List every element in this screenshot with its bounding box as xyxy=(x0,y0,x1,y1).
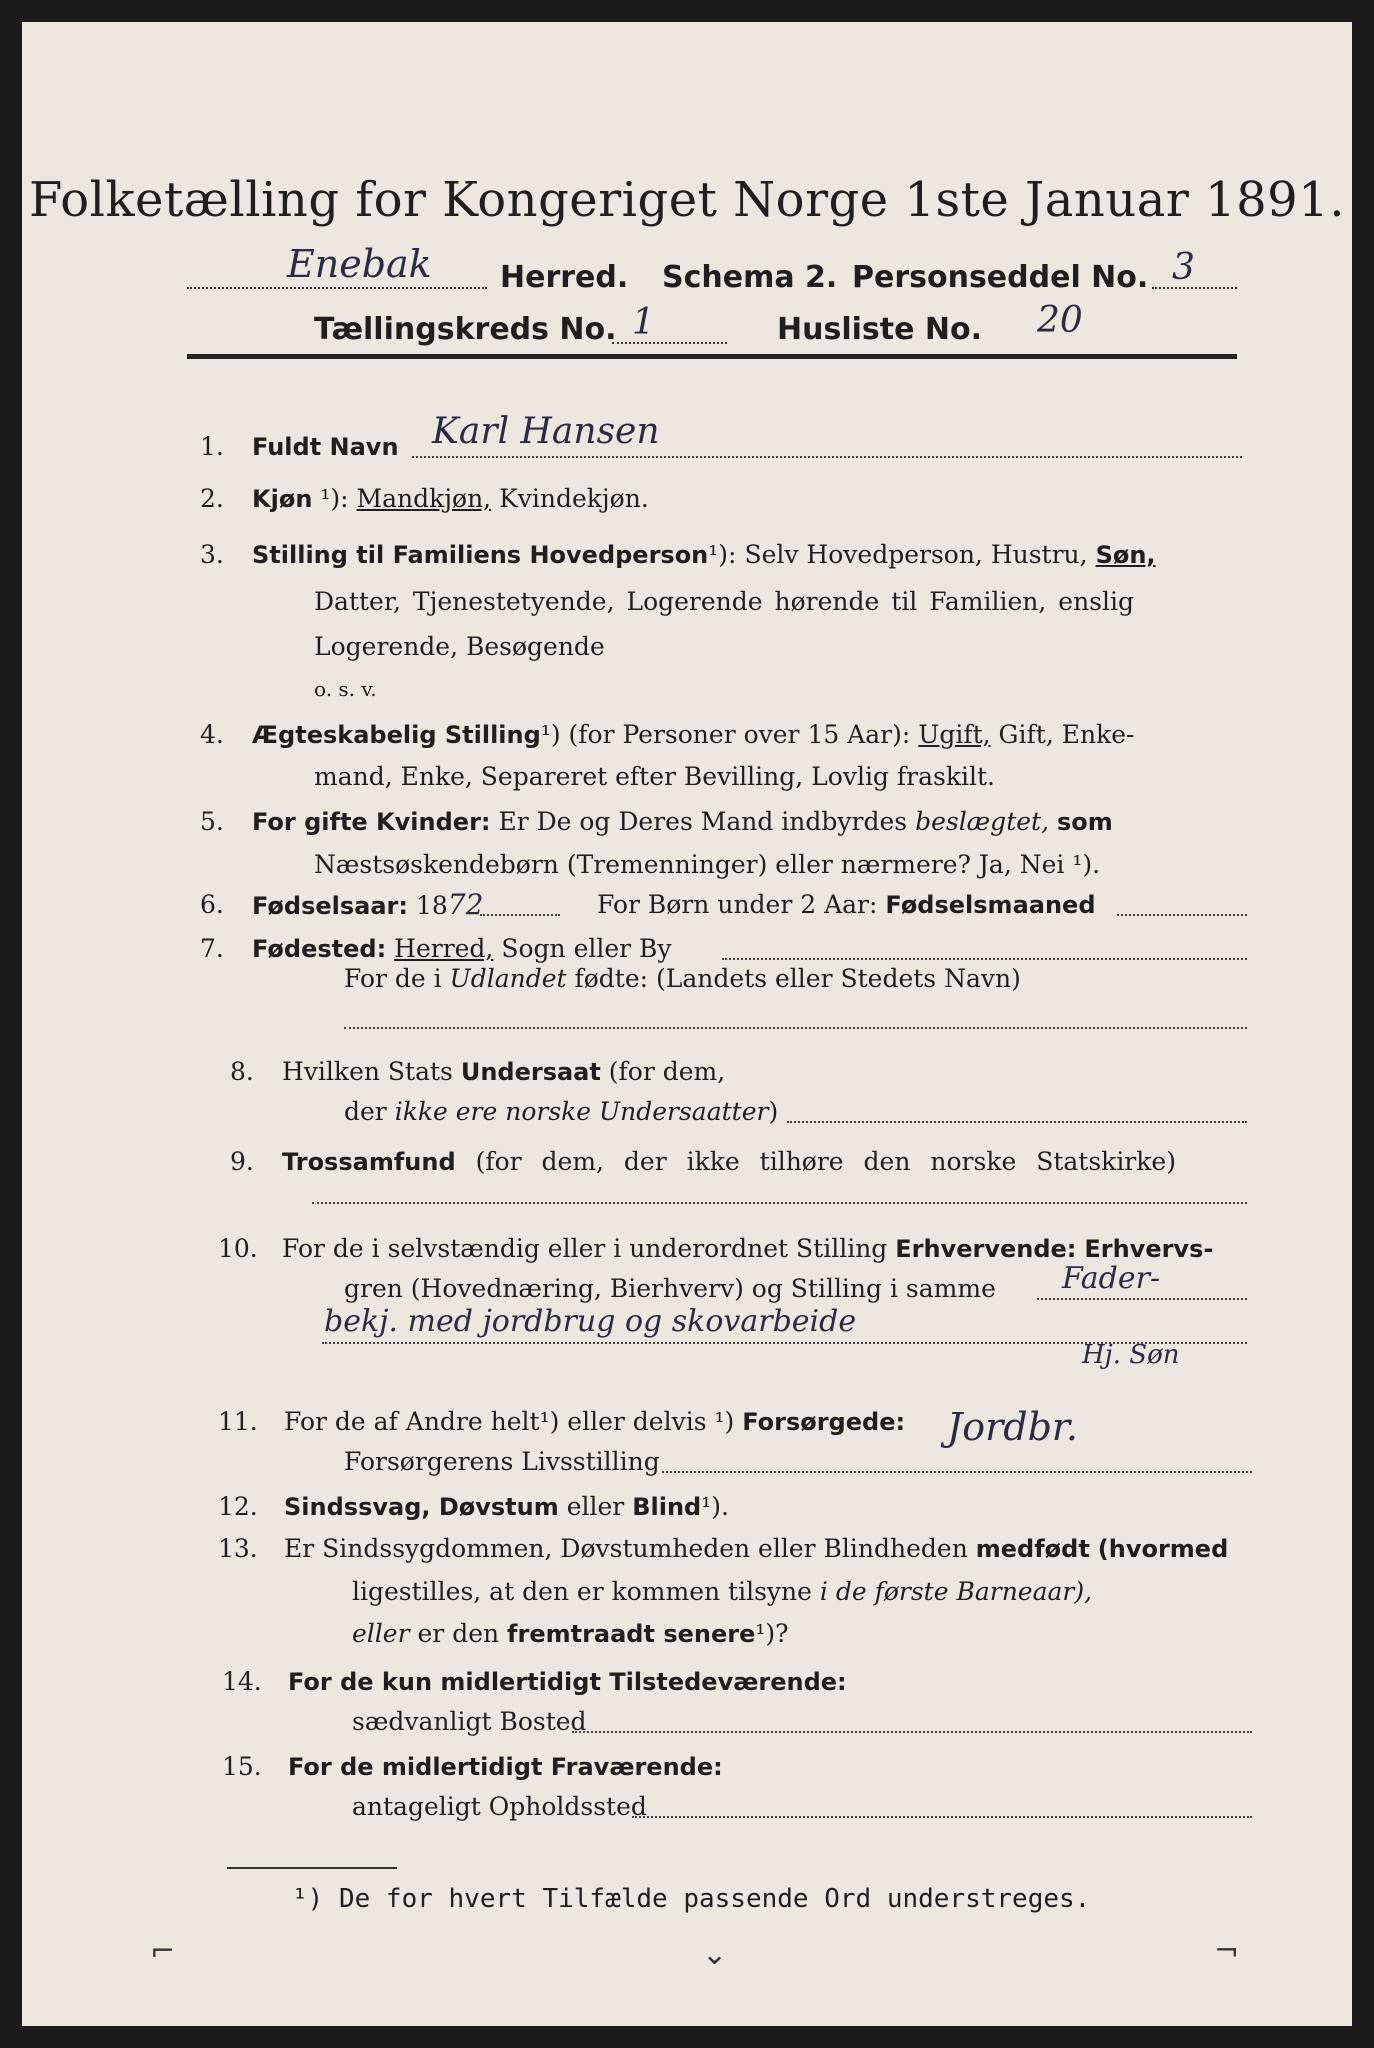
q2-label: Kjøn xyxy=(252,485,313,513)
q14-number: 14. xyxy=(222,1667,262,1696)
kreds-value: 1 xyxy=(632,302,655,343)
q2-option-mandkjon: Mandkjøn, xyxy=(356,484,492,513)
q8-number: 8. xyxy=(230,1057,254,1086)
q13-row2 xyxy=(352,1577,1092,1607)
q10-answer1: Fader- xyxy=(1062,1261,1161,1296)
q12-label: Sindssvag, Døvstum xyxy=(284,1493,559,1521)
q3-line3: Logerende, Besøgende xyxy=(314,632,605,661)
q2-option-kvindekjon: Kvindekjøn. xyxy=(499,484,649,513)
q11-text2: ¹) eller delvis ¹) xyxy=(539,1407,735,1436)
q6-text2: For Børn under 2 Aar: xyxy=(597,890,878,919)
form-title: Folketælling for Kongeriget Norge 1ste Januar 1891. xyxy=(29,172,1345,228)
q15-answer-line xyxy=(632,1816,1252,1818)
q11-row1 xyxy=(284,1407,905,1437)
q6-year-value: 72 xyxy=(447,888,484,921)
q7-number: 7. xyxy=(200,934,224,963)
q3-option-son: Søn, xyxy=(1095,541,1156,569)
q3-number: 3. xyxy=(200,540,224,569)
q2-number: 2. xyxy=(200,484,224,513)
q13-line2a: ligestilles, at den er kommen tilsyne xyxy=(352,1577,812,1606)
q9-row xyxy=(282,1147,1176,1177)
crop-mark-left-icon: ⌐ xyxy=(150,1934,176,1969)
q2-row xyxy=(252,484,649,514)
q7-line2b: fødte: (Landets eller Stedets Navn) xyxy=(574,964,1021,993)
kreds-label: Tællingskreds No. xyxy=(314,312,617,347)
husliste-value: 20 xyxy=(1037,300,1083,341)
kreds-dotted-line xyxy=(612,342,727,344)
schema-label: Schema 2. xyxy=(662,260,838,295)
q10-answer2: bekj. med jordbrug og skovarbeide xyxy=(324,1304,857,1339)
q4-text2: Gift, Enke- xyxy=(998,720,1135,749)
q7-udlandet: Udlandet xyxy=(449,964,567,993)
q13-line1a: Er Sindssygdommen, Døvstumheden eller Blindheden xyxy=(284,1534,968,1563)
q10-row1 xyxy=(282,1234,1213,1264)
q8-answer-line xyxy=(787,1121,1247,1123)
q7-line1-dots xyxy=(722,958,1247,960)
q4-text1: ¹) (for Personer over 15 Aar): xyxy=(540,720,911,749)
q5-som: som xyxy=(1056,808,1113,836)
q13-row3 xyxy=(352,1619,789,1649)
q5-number: 5. xyxy=(200,807,224,836)
q4-line2: mand, Enke, Separeret efter Bevilling, Lovlig fraskilt. xyxy=(314,762,995,791)
q6-number: 6. xyxy=(200,890,224,919)
footnote-rule xyxy=(227,1867,397,1869)
q11-number: 11. xyxy=(218,1407,258,1436)
herred-value: Enebak xyxy=(287,242,432,286)
q8-row1 xyxy=(282,1057,725,1087)
q11-answer: Jordbr. xyxy=(947,1405,1078,1449)
q5-text1: Er De og Deres Mand indbyrdes xyxy=(498,807,908,836)
q9-number: 9. xyxy=(230,1147,254,1176)
herred-dotted-line xyxy=(187,287,487,289)
q5-line2: Næstsøskendebørn (Tremenninger) eller nærmere? Ja, Nei ¹). xyxy=(314,850,1101,879)
q13-line3b: ¹)? xyxy=(755,1619,789,1648)
header-rule xyxy=(187,354,1237,359)
q14-label: For de kun midlertidigt Tilstedeværende: xyxy=(288,1668,847,1696)
q11-answer-line xyxy=(662,1471,1252,1473)
q9-label: Trossamfund xyxy=(282,1148,456,1176)
q3-line4: o. s. v. xyxy=(314,677,377,701)
q8-line1a: Hvilken Stats xyxy=(282,1057,453,1086)
q15-number: 15. xyxy=(222,1752,262,1781)
q13-line2i: i de første Barneaar), xyxy=(819,1577,1093,1606)
q12-label2: Blind xyxy=(632,1493,702,1521)
q11-text1: For de af Andre helt xyxy=(284,1407,540,1436)
q7-text1: Sogn eller By xyxy=(501,934,672,963)
q10-number: 10. xyxy=(218,1234,258,1263)
q13-fremtraadt: fremtraadt senere xyxy=(507,1620,756,1648)
q8-line2b: ) xyxy=(768,1097,779,1126)
q5-beslaegtet: beslægtet, xyxy=(915,807,1050,836)
q15-row1 xyxy=(288,1752,723,1782)
q9-text: (for dem, der ikke tilhøre den norske Statskirke) xyxy=(475,1147,1176,1176)
q14-line2: sædvanligt Bosted xyxy=(352,1707,587,1736)
census-form xyxy=(22,22,1352,2026)
q1-number: 1. xyxy=(200,432,224,461)
q10-text1: For de i selvstændig eller i underordnet Stilling xyxy=(282,1234,888,1263)
footnote: ¹) De for hvert Tilfælde passende Ord understreges. xyxy=(292,1884,1091,1914)
q6-row xyxy=(252,890,483,921)
q8-label: Undersaat xyxy=(460,1058,601,1086)
q6-month-line xyxy=(1117,914,1247,916)
q10-label: Erhvervende: xyxy=(895,1235,1077,1263)
q12-sup: ¹). xyxy=(701,1492,729,1521)
q13-line3i: eller xyxy=(352,1619,410,1648)
q13-row1 xyxy=(284,1534,1228,1564)
q13-line1b: (hvormed xyxy=(1097,1535,1229,1563)
q8-line2a: der xyxy=(344,1097,387,1126)
q7-answer-line xyxy=(344,1027,1247,1029)
q11-label: Forsørgede: xyxy=(742,1408,906,1436)
q3-label: Stilling til Familiens Hovedperson xyxy=(252,541,709,569)
q3-row1 xyxy=(252,540,1156,570)
q2-sup: ¹): xyxy=(320,484,349,513)
q15-line2: antageligt Opholdssted xyxy=(352,1792,647,1821)
q6-year-line xyxy=(480,914,560,916)
q1-answer-line xyxy=(412,456,1242,458)
q12-row xyxy=(284,1492,729,1522)
crop-mark-center-icon: ⌄ xyxy=(702,1937,728,1972)
q9-answer-line xyxy=(312,1202,1247,1204)
q8-line1b: (for dem, xyxy=(608,1057,726,1086)
q15-label: For de midlertidigt Fraværende: xyxy=(288,1753,723,1781)
q10-line2: gren (Hovednæring, Bierhverv) og Stilling i samme xyxy=(344,1274,996,1303)
personseddel-value: 3 xyxy=(1172,247,1195,288)
q6-label: Fødselsaar: xyxy=(252,892,408,920)
q14-row1 xyxy=(288,1667,847,1697)
q10-line2-dots xyxy=(1037,1298,1247,1300)
herred-label: Herred. xyxy=(500,260,629,295)
q12-number: 12. xyxy=(218,1492,258,1521)
q5-label: For gifte Kvinder: xyxy=(252,808,491,836)
q5-row1 xyxy=(252,807,1113,837)
q6-year-prefix: 18 xyxy=(415,891,448,920)
q13-number: 13. xyxy=(218,1534,258,1563)
q13-medfodt: medfødt xyxy=(975,1535,1090,1563)
q6-row2 xyxy=(597,890,1096,920)
q10-label2: Erhvervs- xyxy=(1084,1235,1214,1263)
q7-row1 xyxy=(252,934,672,964)
q12-text: eller xyxy=(566,1492,625,1521)
q8-line2i: ikke ere norske Undersaatter xyxy=(394,1097,769,1126)
q4-row1 xyxy=(252,720,1134,750)
q7-row2 xyxy=(344,964,1021,994)
q11-line2: Forsørgerens Livsstilling xyxy=(344,1447,660,1476)
q1-label: Fuldt Navn xyxy=(252,433,399,461)
q4-number: 4. xyxy=(200,720,224,749)
q14-answer-line xyxy=(572,1731,1252,1733)
q4-option-ugift: Ugift, xyxy=(918,720,991,749)
q7-line2a: For de i xyxy=(344,964,442,993)
q3-line2: Datter, Tjenestetyende, Logerende hørende til Familien, enslig xyxy=(314,587,1135,616)
q8-row2 xyxy=(344,1097,778,1127)
husliste-label: Husliste No. xyxy=(777,312,982,347)
q6-label2: Fødselsmaaned xyxy=(885,891,1096,919)
q3-line1: Selv Hovedperson, Hustru, xyxy=(744,540,1088,569)
q7-option-herred: Herred, xyxy=(394,934,494,963)
q7-label: Fødested: xyxy=(252,935,387,963)
q3-sup: ¹): xyxy=(708,540,737,569)
q4-label: Ægteskabelig Stilling xyxy=(252,721,541,749)
crop-mark-right-icon: ¬ xyxy=(1214,1934,1240,1969)
q13-line3a: er den xyxy=(417,1619,500,1648)
personseddel-label: Personseddel No. xyxy=(852,260,1149,295)
q10-answer3: Hj. Søn xyxy=(1082,1340,1180,1370)
q1-answer: Karl Hansen xyxy=(432,411,660,452)
